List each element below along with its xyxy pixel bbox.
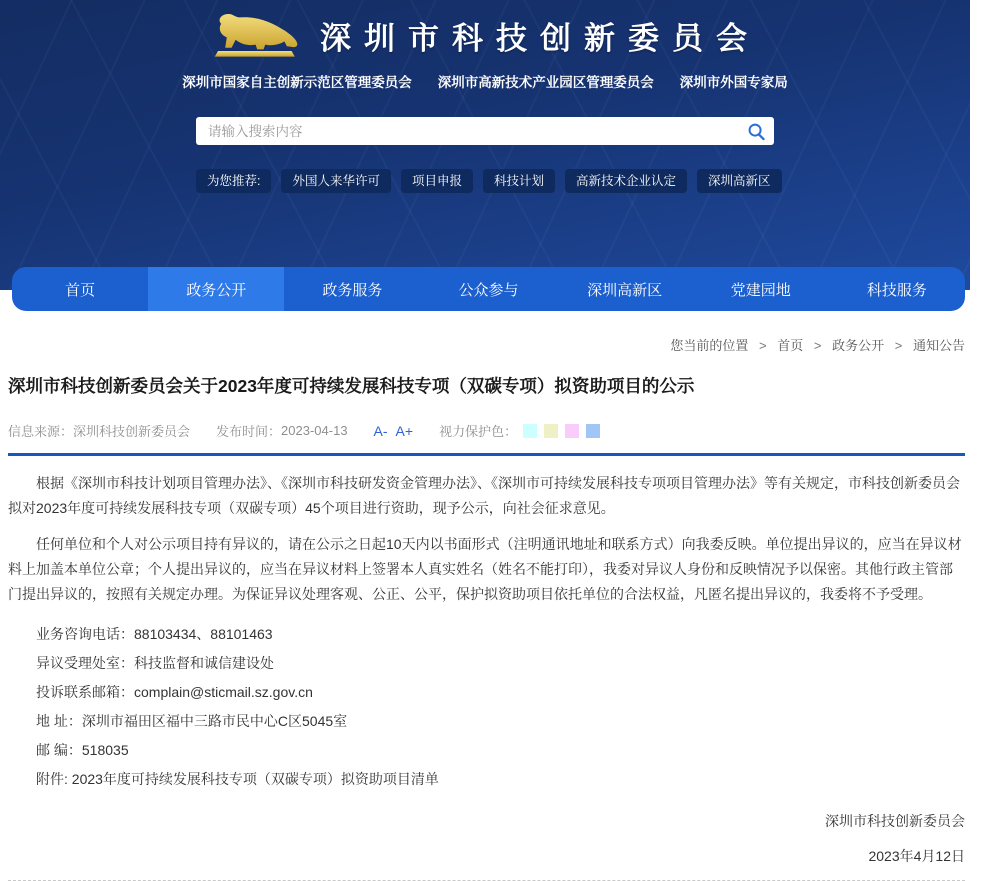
breadcrumb-separator: > bbox=[759, 338, 767, 353]
eye-protect-label: 视力保护色： bbox=[439, 424, 518, 439]
publish-label: 发布时间： bbox=[216, 424, 282, 439]
eye-color-pink[interactable] bbox=[565, 424, 579, 438]
nav-home[interactable]: 首页 bbox=[65, 281, 96, 299]
search-input[interactable] bbox=[196, 117, 774, 145]
site-title: 深圳市科技创新委员会 bbox=[320, 20, 760, 56]
sub-org-3: 深圳市外国专家局 bbox=[679, 75, 788, 90]
search-bar bbox=[196, 117, 774, 145]
eye-protect-swatches bbox=[523, 424, 600, 438]
eye-color-cyan[interactable] bbox=[523, 424, 537, 438]
search-icon bbox=[747, 122, 766, 141]
breadcrumb-separator: > bbox=[813, 338, 822, 353]
contact-info bbox=[8, 620, 965, 794]
paragraph-basis: 根据《深圳市科技计划项目管理办法》、《深圳市科技研发资金管理办法》、《深圳市可持续发展科技专项项目管理办法》等有关规定，市科技创新委员会拟对2023年度可持续发展科技专项（双碳专项）45个项目进行资助，现予公示，向社会征求意见。 bbox=[8, 475, 960, 516]
breadcrumb bbox=[8, 335, 965, 354]
publish-date: 2023-04-13 bbox=[281, 423, 348, 438]
nav-gov-disclosure[interactable]: 政务公开 bbox=[148, 267, 284, 311]
tag-shenzhen-hightech-zone[interactable]: 深圳高新区 bbox=[697, 169, 782, 193]
info-phone: 业务咨询电话：88103434、88101463 bbox=[36, 626, 273, 642]
search-button[interactable] bbox=[742, 119, 770, 143]
tag-tech-plan[interactable]: 科技计划 bbox=[483, 169, 555, 193]
nav-party-building[interactable]: 党建园地 bbox=[730, 281, 791, 299]
title-divider bbox=[8, 453, 965, 456]
sub-org-1: 深圳市国家自主创新示范区管理委员会 bbox=[182, 75, 412, 90]
eye-color-blue[interactable] bbox=[586, 424, 600, 438]
tag-project-apply[interactable]: 项目申报 bbox=[401, 169, 473, 193]
site-banner bbox=[0, 0, 970, 299]
nav-tech-services[interactable]: 科技服务 bbox=[866, 281, 927, 299]
main-nav bbox=[12, 267, 965, 311]
tag-foreigner-permit[interactable]: 外国人来华许可 bbox=[281, 169, 391, 193]
eye-color-yellow[interactable] bbox=[544, 424, 558, 438]
breadcrumb-prefix: 您当前的位置 bbox=[670, 338, 749, 353]
signature-org: 深圳市科技创新委员会 bbox=[825, 813, 965, 829]
article-meta bbox=[8, 421, 965, 440]
source-label: 信息来源： bbox=[8, 424, 74, 439]
article-body bbox=[8, 471, 965, 607]
info-address: 地 址：深圳市福田区福中三路市民中心C区5045室 bbox=[36, 713, 348, 729]
recommend-tags-row bbox=[196, 169, 774, 193]
breadcrumb-notices[interactable]: 通知公告 bbox=[912, 338, 965, 353]
signature-block bbox=[8, 811, 965, 866]
nav-gov-services[interactable]: 政务服务 bbox=[322, 281, 383, 299]
info-postcode: 邮 编：518035 bbox=[36, 742, 129, 758]
source-value: 深圳科技创新委员会 bbox=[73, 424, 191, 439]
info-email: 投诉联系邮箱：complain@sticmail.sz.gov.cn bbox=[36, 684, 313, 700]
nav-public-participation[interactable]: 公众参与 bbox=[458, 281, 519, 299]
sub-organizations bbox=[0, 71, 970, 91]
breadcrumb-separator: > bbox=[894, 338, 903, 353]
nav-hightech-zone[interactable]: 深圳高新区 bbox=[587, 281, 663, 299]
bull-logo-icon bbox=[210, 10, 306, 60]
info-attachment: 附件: 2023年度可持续发展科技专项（双碳专项）拟资助项目清单 bbox=[36, 771, 439, 787]
tag-hightech-cert[interactable]: 高新技术企业认定 bbox=[565, 169, 687, 193]
article-page bbox=[0, 290, 981, 881]
font-increase-button[interactable]: A+ bbox=[395, 422, 414, 439]
breadcrumb-home[interactable]: 首页 bbox=[777, 338, 804, 353]
signature-date: 2023年4月12日 bbox=[868, 848, 965, 864]
logo-row bbox=[0, 0, 970, 60]
breadcrumb-gov-disclosure[interactable]: 政务公开 bbox=[832, 338, 885, 353]
info-office: 异议受理处室：科技监督和诚信建设处 bbox=[36, 655, 274, 671]
sub-org-2: 深圳市高新技术产业园区管理委员会 bbox=[437, 75, 654, 90]
article-title: 深圳市科技创新委员会关于2023年度可持续发展科技专项（双碳专项）拟资助项目的公示 bbox=[8, 376, 695, 396]
font-decrease-button[interactable]: A- bbox=[373, 422, 388, 439]
paragraph-objection: 任何单位和个人对公示项目持有异议的，请在公示之日起10天内以书面形式（注明通讯地址和联系方式）向我委反映。单位提出异议的，应当在异议材料上加盖本单位公章；个人提出异议的，应当在异议材料上签署本人真实姓名（姓名不能打印），我委对异议人身份和反映情况予以保密。其他行政主管部门提出异议的，按照有关规定办理。为保证异议处理客观、公正、公平，保护拟资助项目依托单位的合法权益，凡匿名提出异议的，我委将不予受理。 bbox=[8, 536, 962, 602]
recommend-label: 为您推荐: bbox=[196, 169, 271, 193]
